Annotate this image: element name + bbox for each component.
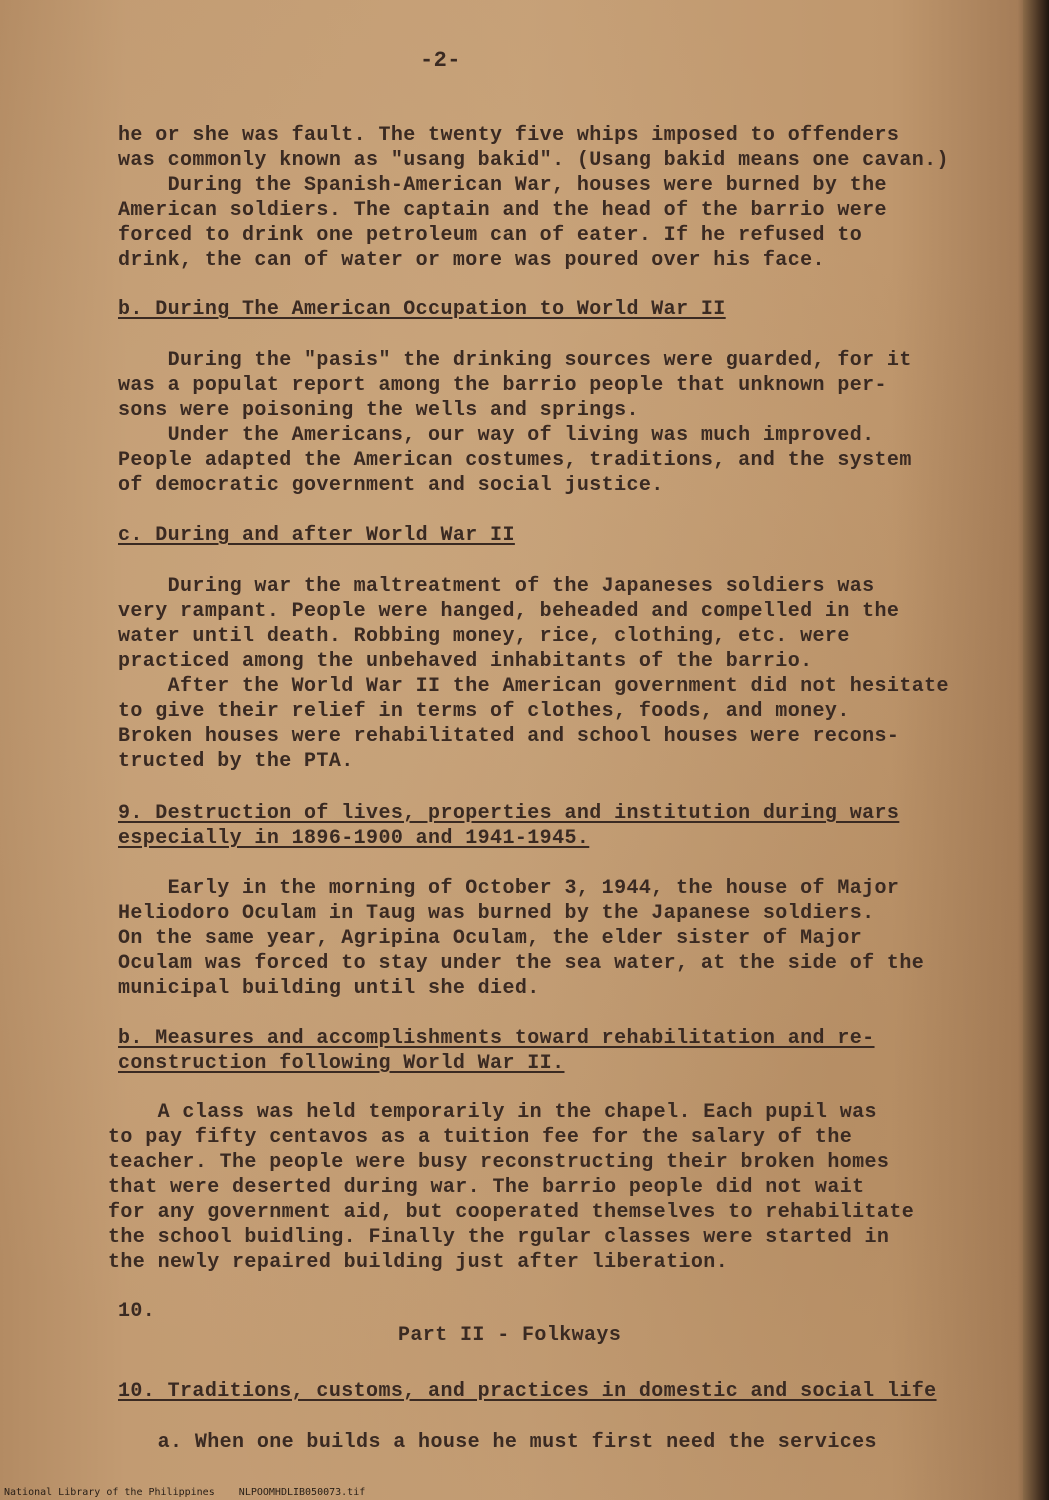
section-heading: construction following World War II. xyxy=(118,1052,565,1075)
part-title: Part II - Folkways xyxy=(398,1324,622,1347)
text-line: practiced among the unbehaved inhabitants of the barrio. xyxy=(118,650,813,673)
text-line: Broken houses were rehabilitated and school houses were recons- xyxy=(118,725,900,748)
section-heading: c. During and after World War II xyxy=(118,524,515,547)
text-line: During war the maltreatment of the Japaneses soldiers was xyxy=(118,575,875,598)
text-line: Heliodoro Oculam in Taug was burned by the Japanese soldiers. xyxy=(118,902,875,925)
text-line: tructed by the PTA. xyxy=(118,750,354,773)
text-line: a. When one builds a house he must first need the services xyxy=(108,1431,877,1454)
section-heading: especially in 1896-1900 and 1941-1945. xyxy=(118,827,590,850)
page-number: -2- xyxy=(420,48,461,73)
text-line: A class was held temporarily in the chapel. Each pupil was xyxy=(108,1101,877,1124)
text-line: to pay fifty centavos as a tuition fee for the salary of the xyxy=(108,1126,853,1149)
text-line: During the "pasis" the drinking sources were guarded, for it xyxy=(118,349,912,372)
text-line: After the World War II the American government did not hesitate xyxy=(118,675,949,698)
text-line: During the Spanish-American War, houses were burned by the xyxy=(118,174,887,197)
text-line: teacher. The people were busy reconstructing their broken homes xyxy=(108,1151,890,1174)
text-line: the school buidling. Finally the rgular classes were started in xyxy=(108,1226,890,1249)
section-heading: 9. Destruction of lives, properties and institution during wars xyxy=(118,802,900,825)
binding-edge xyxy=(1023,0,1049,1500)
archive-footer: National Library of the Philippines NLPOOMHDLIB050073.tif xyxy=(4,1487,366,1498)
text-line: American soldiers. The captain and the head of the barrio were xyxy=(118,199,887,222)
text-line: sons were poisoning the wells and springs. xyxy=(118,399,639,422)
text-line: drink, the can of water or more was poured over his face. xyxy=(118,249,825,272)
text-line: was commonly known as "usang bakid". (Usang bakid means one cavan.) xyxy=(118,149,949,172)
text-line: forced to drink one petroleum can of eater. If he refused to xyxy=(118,224,863,247)
text-line: municipal building until she died. xyxy=(118,977,540,1000)
text-line: very rampant. People were hanged, beheaded and compelled in the xyxy=(118,600,900,623)
text-line: the newly repaired building just after liberation. xyxy=(108,1251,729,1274)
text-line: for any government aid, but cooperated themselves to rehabilitate xyxy=(108,1201,915,1224)
text-line: to give their relief in terms of clothes, foods, and money. xyxy=(118,700,850,723)
text-line: Under the Americans, our way of living was much improved. xyxy=(118,424,875,447)
text-line: On the same year, Agripina Oculam, the elder sister of Major xyxy=(118,927,863,950)
text-line: People adapted the American costumes, traditions, and the system xyxy=(118,449,912,472)
text-line: Early in the morning of October 3, 1944, the house of Major xyxy=(118,877,900,900)
text-line: water until death. Robbing money, rice, clothing, etc. were xyxy=(118,625,850,648)
text-line: Oculam was forced to stay under the sea water, at the side of the xyxy=(118,952,925,975)
section-heading: 10. Traditions, customs, and practices in domestic and social life xyxy=(118,1380,937,1403)
text-line: was a populat report among the barrio people that unknown per- xyxy=(118,374,887,397)
text-line: he or she was fault. The twenty five whips imposed to offenders xyxy=(118,124,900,147)
text-line: that were deserted during war. The barrio people did not wait xyxy=(108,1176,865,1199)
section-heading: b. Measures and accomplishments toward rehabilitation and re- xyxy=(118,1027,875,1050)
text-line: of democratic government and social justice. xyxy=(118,474,664,497)
item-number: 10. xyxy=(118,1300,156,1323)
section-heading: b. During The American Occupation to World War II xyxy=(118,298,726,321)
